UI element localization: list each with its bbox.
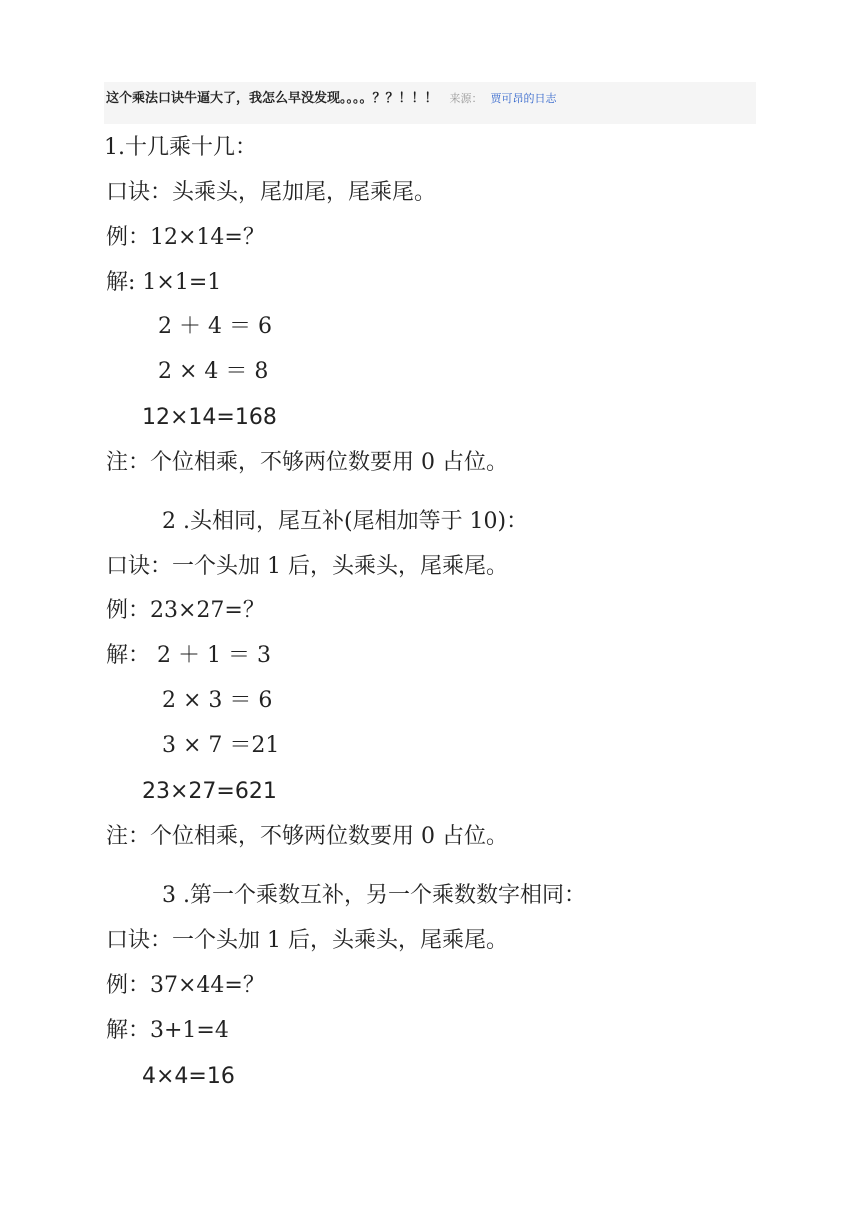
section3-rule: 口诀：一个头加 1 后，头乘头，尾乘尾。 <box>106 928 508 953</box>
section2-step: 2 × 3 ＝ 6 <box>162 688 273 713</box>
section2-rule: 口诀：一个头加 1 后，头乘头，尾乘尾。 <box>106 554 508 579</box>
article-header-content <box>106 87 557 106</box>
article-header <box>104 82 756 124</box>
source-label: 来源： <box>449 92 483 105</box>
section2-title: 2 .头相同，尾互补(尾相加等于 10)： <box>162 509 529 534</box>
section3-step: 解：3+1=4 <box>106 1018 229 1043</box>
section1-step: 解: 1×1=1 <box>106 270 222 295</box>
section2-note: 注：个位相乘，不够两位数要用 0 占位。 <box>106 824 508 849</box>
section1-title: 1.十几乘十几： <box>104 135 257 160</box>
source-link[interactable]: 贾可昂的日志 <box>490 92 557 105</box>
section1-step: 2 ＋ 4 ＝ 6 <box>158 314 272 339</box>
section1-example: 例：12×14=？ <box>106 225 265 250</box>
section1-step: 2 × 4 ＝ 8 <box>158 359 269 384</box>
section3-title: 3 .第一个乘数互补，另一个乘数数字相同： <box>162 883 586 908</box>
section1-rule: 口诀：头乘头，尾加尾，尾乘尾。 <box>106 180 437 205</box>
section3-step: 4×4=16 <box>142 1064 235 1089</box>
section2-example: 例：23×27=？ <box>106 598 265 623</box>
section2-step: 3 × 7 ＝21 <box>162 733 280 758</box>
section2-result: 23×27=621 <box>142 779 277 804</box>
section2-step: 解： 2 ＋ 1 ＝ 3 <box>106 643 271 668</box>
article-title: 这个乘法口诀牛逼大了，我怎么早没发现。。。。？？！！！ <box>106 91 438 106</box>
section1-note: 注：个位相乘，不够两位数要用 0 占位。 <box>106 450 508 475</box>
section3-example: 例：37×44=？ <box>106 973 265 998</box>
section1-result: 12×14=168 <box>142 405 277 430</box>
